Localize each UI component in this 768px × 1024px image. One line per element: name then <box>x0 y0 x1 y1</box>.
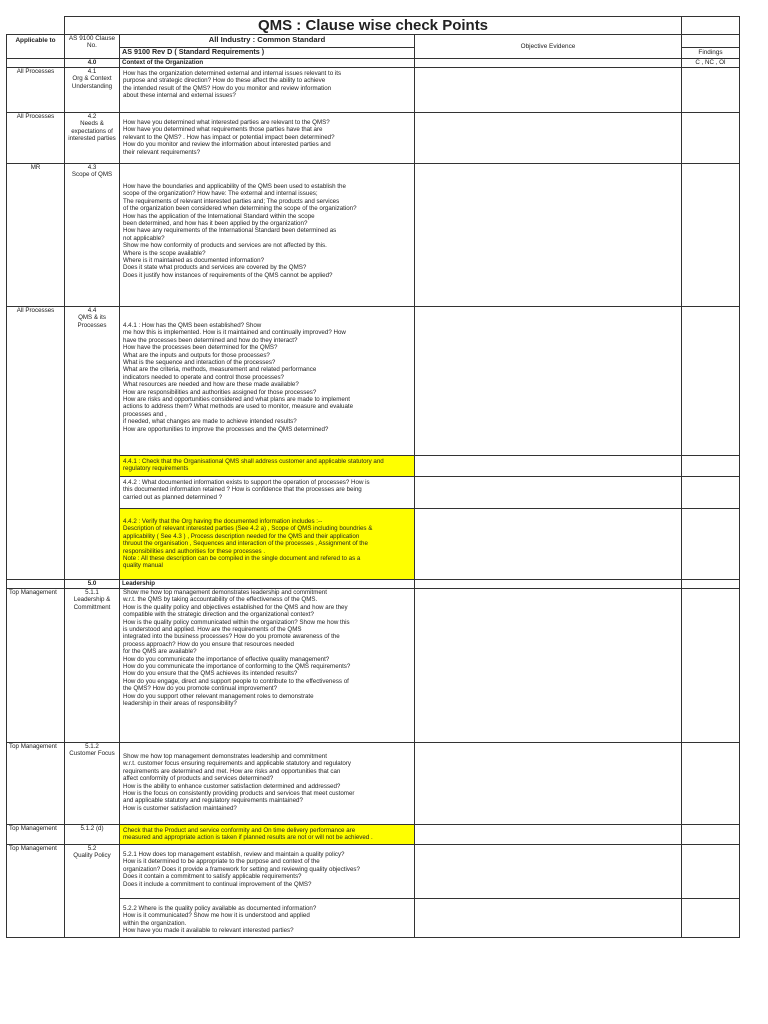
page-title: QMS : Clause wise check Points <box>65 17 682 35</box>
question-cell: How has the organization determined external and internal issues relevant to its purpose and strategic direction? How do these affect the ability to achieve the intended result of the QMS? How do you monitor and review information about these internal and external issues? <box>120 68 415 113</box>
evidence-cell[interactable] <box>415 307 682 456</box>
findings-cell[interactable] <box>682 307 740 456</box>
evidence-cell[interactable] <box>415 899 682 938</box>
evidence-cell[interactable] <box>415 825 682 845</box>
section-blank <box>7 580 65 589</box>
checklist-table <box>6 16 740 938</box>
all-industry-header: All Industry : Common Standard <box>120 35 415 48</box>
question-cell: Show me how top management demonstrates leadership and commitment w.r.t. the QMS by taking accountability of the effectiveness of the QMS. How is the quality policy and objectives established for the QMS and how are they compatible with the strategic direction and the organizational context? How is the quality policy communicated within the organization? Show me how this is understood and applied. How are the requirements of the QMS integrated into the business processes? How do you promote awareness of the process approach? How do you ensure that resources needed for the QMS are available? How do you communicate the importance of effective quality management? How do you communicate the importance of conforming to the QMS requirements? How do you ensure that the QMS achieves its intended results? How do you engage, direct and support people to contribute to the effectiveness of the QMS? How do you promote continual improvement? How do you support other relevant management roles to demonstrate leadership in their areas of responsibility? <box>120 589 415 743</box>
clause-no-header: AS 9100 Clause No. <box>65 35 120 59</box>
question-cell: 5.2.2 Where is the quality policy available as documented information? How is it communicated? Show me how it is understood and applied within the organization. How have you made it available to relevant interested parties? <box>120 899 415 938</box>
title-findings-cell <box>682 17 740 35</box>
section-clause-5: 5.0 <box>65 580 120 589</box>
applicable-cell: All Processes <box>7 307 65 580</box>
applicable-cell: MR <box>7 164 65 307</box>
findings-blank <box>682 35 740 48</box>
findings-cell[interactable] <box>682 825 740 845</box>
clause-cell: 5.1.1 Leadership & Committment <box>65 589 120 743</box>
question-cell: 4.4.1 : How has the QMS been established? Show me how this is implemented. How is it maintained and continually improved? How have the processes been determined and how do they interact? How have the processes been determined for the QMS? What are the inputs and outputs for those processes? What is the sequence and interaction of the processes? What are the criteria, methods, measurement and related performance indicators needed to operate and control those processes? What resources are needed and how are these made available? How are responsibilities and authorities assigned for those processes? How are risks and opportunities considered and what plans are made to implement actions to address them? What methods are used to monitor, measure and evaluate processes and , if needed, what changes are made to achieve intended results? How are opportunities to improve the processes and the QMS determined? <box>120 307 415 456</box>
section-title-4: Context of the Organization <box>120 59 415 68</box>
evidence-cell[interactable] <box>415 68 682 113</box>
question-cell: 4.4.2 : What documented information exists to support the operation of processes? How is this documented information retained ? How is confidence that the processes are being carried out as planned determined ? <box>120 477 415 509</box>
findings-cell[interactable] <box>682 164 740 307</box>
blank-corner <box>7 17 65 35</box>
clause-cell: 5.2 Quality Policy <box>65 845 120 938</box>
applicable-cell: All Processes <box>7 113 65 164</box>
findings-codes: C , NC , OI <box>682 59 740 68</box>
findings-cell[interactable] <box>682 477 740 509</box>
section-blank <box>7 59 65 68</box>
evidence-cell[interactable] <box>415 509 682 580</box>
evidence-cell <box>415 59 682 68</box>
findings-cell <box>682 580 740 589</box>
question-cell: 5.2.1 How does top management establish, review and maintain a quality policy? How is it determined to be appropriate to the purpose and context of the organization? Does it provide a framework for setting and reviewing quality objectives? Does it contain a commitment to satisfy applicable requirements? Does it include a commitment to continual improvement of the QMS? <box>120 845 415 899</box>
findings-cell[interactable] <box>682 743 740 825</box>
as9100-rev-header: AS 9100 Rev D ( Standard Requirements ) <box>120 48 415 59</box>
applicable-to-header: Applicable to <box>7 35 65 59</box>
findings-cell[interactable] <box>682 589 740 743</box>
evidence-cell <box>415 580 682 589</box>
question-cell: Show me how top management demonstrates leadership and commitment w.r.t. customer focus ensuring requirements and applicable statutory and regulatory requirements are determined and met. How are risks and opportunities that can affect conformity of products and services determined? How is the ability to enhance customer satisfaction determined and addressed? How is the focus on consistently providing products and services that meet customer and applicable statutory and regulatory requirements maintained? How is customer satisfaction maintained? <box>120 743 415 825</box>
question-cell: How have you determined what interested parties are relevant to the QMS? How have you determined what requirements those parties have that are relevant to the QMS? . How has impact or potential impact been determined? How do you monitor and review the information about interested parties and their relevant requirements? <box>120 113 415 164</box>
evidence-cell[interactable] <box>415 845 682 899</box>
findings-cell[interactable] <box>682 509 740 580</box>
highlighted-check: 4.4.2 : Verify that the Org having the documented information includes :-- Description of relevant interested parties (See 4.2 a) , Scope of QMS including boundries & applicability ( See 4.3 ) , Process description needed for the QMS and their application thruout the organisation , Sequences and interaction of the processes , Assignment of the responsibilities and authorities for these processes . Note : All these description can be compiled in the single document and refered to as a quality manual <box>120 509 415 580</box>
clause-cell: 4.4 QMS & its Processes <box>65 307 120 580</box>
findings-cell[interactable] <box>682 456 740 477</box>
evidence-cell[interactable] <box>415 456 682 477</box>
question-cell: How have the boundaries and applicability of the QMS been used to establish the scope of the organization? How have: The external and internal issues; The requirements of relevant interested parties and; The products and services of the organization been considered when determining the scope of the organization? How has the application of the International Standard within the scope been determined, and how has it been applied by the organization? How have any requirements of the International Standard been determined as not applicable? Show me how conformity of products and services are not affected by this. Where is the scope available? Where is it maintained as documented information? Does it state what products and services are covered by the QMS? Does it justify how instances of requirements of the QMS cannot be applied? <box>120 164 415 307</box>
evidence-cell[interactable] <box>415 164 682 307</box>
section-clause-4: 4.0 <box>65 59 120 68</box>
evidence-cell[interactable] <box>415 477 682 509</box>
evidence-cell[interactable] <box>415 113 682 164</box>
clause-cell: 4.3 Scope of QMS <box>65 164 120 307</box>
clause-cell: 4.1 Org & Context Understanding <box>65 68 120 113</box>
clause-cell: 5.1.2 Customer Focus <box>65 743 120 825</box>
findings-cell[interactable] <box>682 113 740 164</box>
checklist-sheet <box>6 16 739 938</box>
evidence-cell[interactable] <box>415 589 682 743</box>
findings-cell[interactable] <box>682 845 740 899</box>
findings-cell[interactable] <box>682 899 740 938</box>
applicable-cell: Top Management <box>7 825 65 845</box>
clause-cell: 4.2 Needs & expectations of interested parties <box>65 113 120 164</box>
highlighted-check: Check that the Product and service conformity and On time delivery performance are measured and appropriate action is taken if planned results are not or will not be achieved . <box>120 825 415 845</box>
highlighted-check: 4.4.1 : Check that the Organisational QMS shall address customer and applicable statutory and regulatory requirements <box>120 456 415 477</box>
evidence-cell[interactable] <box>415 743 682 825</box>
applicable-cell: Top Management <box>7 743 65 825</box>
findings-cell[interactable] <box>682 68 740 113</box>
applicable-cell: Top Management <box>7 845 65 938</box>
objective-evidence-header: Objective Evidence <box>415 35 682 59</box>
applicable-cell: Top Management <box>7 589 65 743</box>
applicable-cell: All Processes <box>7 68 65 113</box>
findings-header: Findings <box>682 48 740 59</box>
clause-cell: 5.1.2 (d) <box>65 825 120 845</box>
section-title-5: Leadership <box>120 580 415 589</box>
